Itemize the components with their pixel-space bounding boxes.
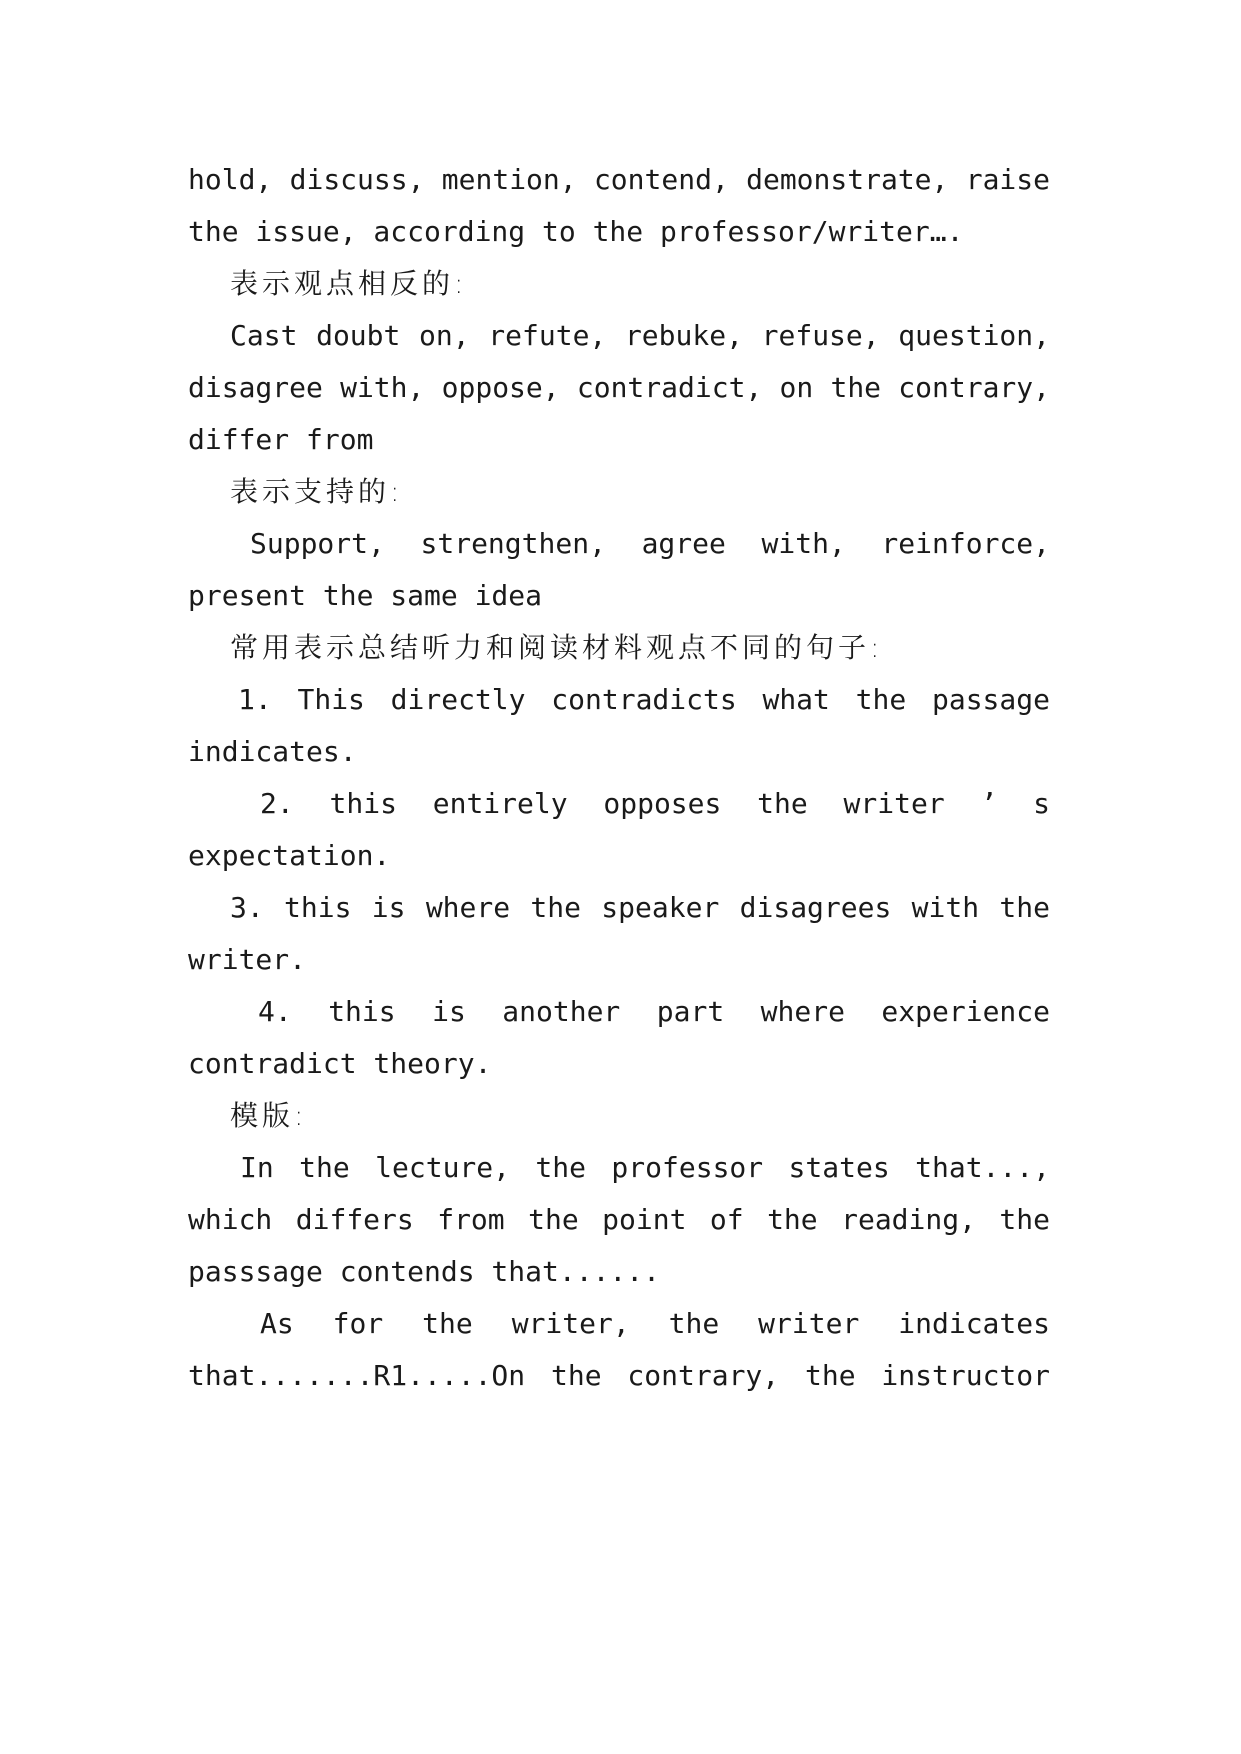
list-item: 3. this is where the speaker disagrees with the bbox=[230, 891, 1050, 924]
text-line: disagree with, oppose, contradict, on the contrary, bbox=[188, 371, 1050, 404]
text-line: indicates. bbox=[188, 735, 357, 768]
text-line: passsage contends that...... bbox=[188, 1255, 661, 1288]
text-line: contradict theory. bbox=[188, 1047, 492, 1080]
text-line: Cast doubt on, refute, rebuke, refuse, question, bbox=[230, 319, 1050, 352]
text-line: differ from bbox=[188, 423, 374, 456]
text-line: As for the writer, the writer indicates bbox=[260, 1307, 1050, 1340]
list-item: 4. this is another part where experience bbox=[258, 995, 1050, 1028]
text-line: that.......R1.....On the contrary, the instructor bbox=[188, 1359, 1050, 1392]
section-heading: 常用表示总结听力和阅读材料观点不同的句子: bbox=[230, 631, 884, 664]
text-line: Support, strengthen, agree with, reinforce, bbox=[250, 527, 1050, 560]
section-heading: 表示支持的: bbox=[230, 475, 404, 508]
section-heading: 模版: bbox=[230, 1099, 308, 1132]
list-item: 2. this entirely opposes the writer ’ s bbox=[260, 787, 1050, 820]
text-line: In the lecture, the professor states that..., bbox=[240, 1151, 1050, 1184]
text-line: the issue, according to the professor/writer…. bbox=[188, 215, 964, 248]
text-line: expectation. bbox=[188, 839, 391, 872]
text-line: which differs from the point of the reading, the bbox=[188, 1203, 1050, 1236]
text-line: hold, discuss, mention, contend, demonstrate, raise bbox=[188, 163, 1050, 196]
text-line: present the same idea bbox=[188, 579, 543, 612]
list-item: 1. This directly contradicts what the passage bbox=[238, 683, 1050, 716]
text-line: writer. bbox=[188, 943, 307, 976]
section-heading: 表示观点相反的: bbox=[230, 267, 468, 300]
